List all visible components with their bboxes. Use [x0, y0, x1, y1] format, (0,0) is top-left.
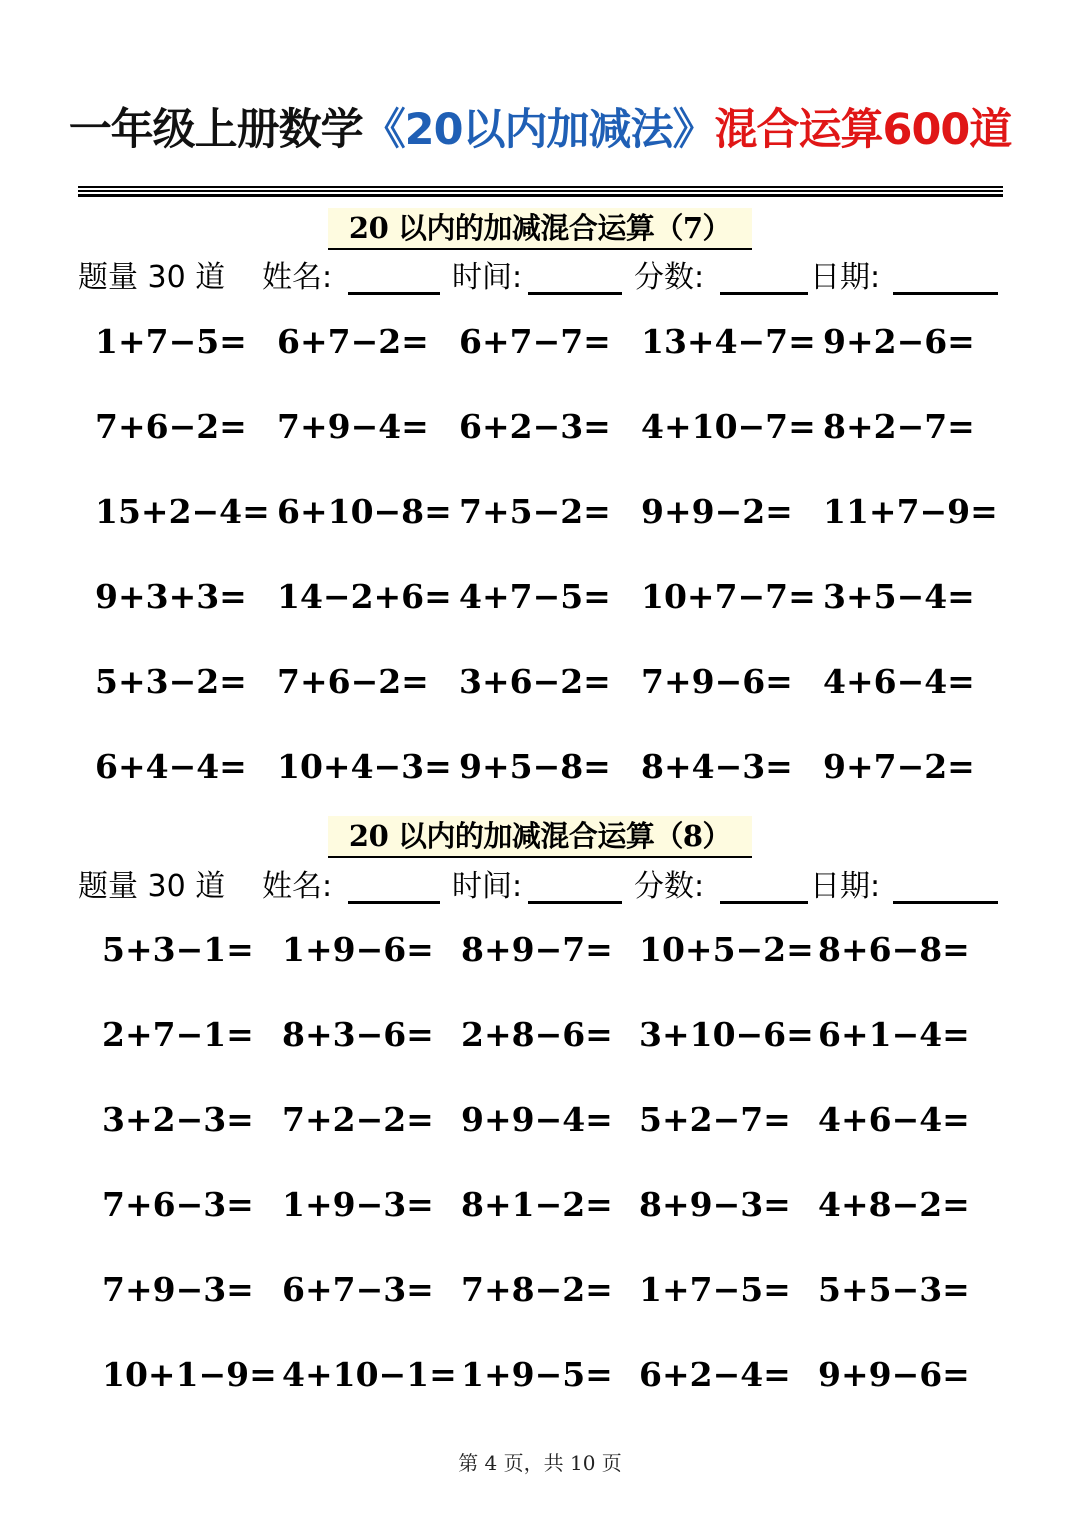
math-problem: 4+10−7=	[641, 407, 816, 446]
math-problem: 7+9−3=	[102, 1270, 254, 1309]
time-field[interactable]	[528, 256, 622, 295]
info-row	[78, 256, 1003, 300]
math-problem: 10+5−2=	[639, 930, 814, 969]
section-heading: 20 以内的加减混合运算（8）	[328, 816, 752, 858]
time-label: 时间:	[452, 869, 523, 904]
page-title	[0, 100, 1080, 160]
math-problem: 1+9−3=	[282, 1185, 434, 1224]
math-problem: 7+9−6=	[641, 662, 793, 701]
math-problem: 3+2−3=	[102, 1100, 254, 1139]
math-problem: 8+4−3=	[641, 747, 793, 786]
math-problem: 8+1−2=	[461, 1185, 613, 1224]
score-field[interactable]	[720, 865, 808, 904]
title-divider	[78, 186, 1003, 198]
time-label: 时间:	[452, 260, 523, 295]
math-problem: 9+2−6=	[823, 322, 975, 361]
date-label: 日期:	[810, 260, 881, 295]
math-problem: 4+6−4=	[823, 662, 975, 701]
math-problem: 1+9−5=	[461, 1355, 613, 1394]
math-problem: 8+3−6=	[282, 1015, 434, 1054]
math-problem: 6+2−4=	[639, 1355, 791, 1394]
date-field[interactable]	[893, 256, 998, 295]
name-field[interactable]	[348, 865, 440, 904]
math-problem: 7+8−2=	[461, 1270, 613, 1309]
math-problem: 8+9−3=	[639, 1185, 791, 1224]
math-problem: 5+3−1=	[102, 930, 254, 969]
math-problem: 6+7−2=	[277, 322, 429, 361]
math-problem: 4+6−4=	[818, 1100, 970, 1139]
math-problem: 8+2−7=	[823, 407, 975, 446]
name-field[interactable]	[348, 256, 440, 295]
math-problem: 6+4−4=	[95, 747, 247, 786]
math-problem: 2+7−1=	[102, 1015, 254, 1054]
math-problem: 7+2−2=	[282, 1100, 434, 1139]
math-problem: 4+7−5=	[459, 577, 611, 616]
math-problem: 13+4−7=	[641, 322, 816, 361]
math-problem: 7+9−4=	[277, 407, 429, 446]
score-label: 分数:	[634, 869, 705, 904]
date-label: 日期:	[810, 869, 881, 904]
math-problem: 7+6−3=	[102, 1185, 254, 1224]
math-problem: 6+10−8=	[277, 492, 452, 531]
math-problem: 1+7−5=	[95, 322, 247, 361]
score-field[interactable]	[720, 256, 808, 295]
math-problem: 11+7−9=	[823, 492, 998, 531]
math-problem: 6+1−4=	[818, 1015, 970, 1054]
math-problem: 8+9−7=	[461, 930, 613, 969]
math-problem: 1+9−6=	[282, 930, 434, 969]
math-problem: 5+2−7=	[639, 1100, 791, 1139]
math-problem: 5+5−3=	[818, 1270, 970, 1309]
date-field[interactable]	[893, 865, 998, 904]
section-heading: 20 以内的加减混合运算（7）	[328, 208, 752, 250]
title-part-count: 混合运算600道	[714, 105, 1012, 155]
math-problem: 8+6−8=	[818, 930, 970, 969]
math-problem: 9+9−2=	[641, 492, 793, 531]
math-problem: 2+8−6=	[461, 1015, 613, 1054]
math-problem: 14−2+6=	[277, 577, 452, 616]
time-field[interactable]	[528, 865, 622, 904]
math-problem: 10+1−9=	[102, 1355, 277, 1394]
math-problem: 6+7−7=	[459, 322, 611, 361]
question-count-label: 题量 30 道	[78, 260, 226, 295]
page-number: 第 4 页，共 10 页	[458, 1451, 622, 1475]
math-problem: 9+9−6=	[818, 1355, 970, 1394]
title-part-topic: 《20以内加减法》	[362, 105, 715, 155]
math-problem: 1+7−5=	[639, 1270, 791, 1309]
math-problem: 9+9−4=	[461, 1100, 613, 1139]
math-problem: 3+5−4=	[823, 577, 975, 616]
math-problem: 9+7−2=	[823, 747, 975, 786]
math-problem: 3+6−2=	[459, 662, 611, 701]
math-problem: 6+2−3=	[459, 407, 611, 446]
question-count-label: 题量 30 道	[78, 869, 226, 904]
title-part-grade: 一年级上册数学	[68, 105, 363, 155]
math-problem: 4+10−1=	[282, 1355, 457, 1394]
math-problem: 10+4−3=	[277, 747, 452, 786]
math-problem: 9+3+3=	[95, 577, 247, 616]
math-problem: 10+7−7=	[641, 577, 816, 616]
math-problem: 9+5−8=	[459, 747, 611, 786]
name-label: 姓名:	[262, 260, 333, 295]
math-problem: 7+5−2=	[459, 492, 611, 531]
math-problem: 4+8−2=	[818, 1185, 970, 1224]
score-label: 分数:	[634, 260, 705, 295]
math-problem: 5+3−2=	[95, 662, 247, 701]
info-row	[78, 865, 1003, 909]
math-problem: 7+6−2=	[277, 662, 429, 701]
math-problem: 7+6−2=	[95, 407, 247, 446]
math-problem: 6+7−3=	[282, 1270, 434, 1309]
math-problem: 3+10−6=	[639, 1015, 814, 1054]
name-label: 姓名:	[262, 869, 333, 904]
math-problem: 15+2−4=	[95, 492, 270, 531]
